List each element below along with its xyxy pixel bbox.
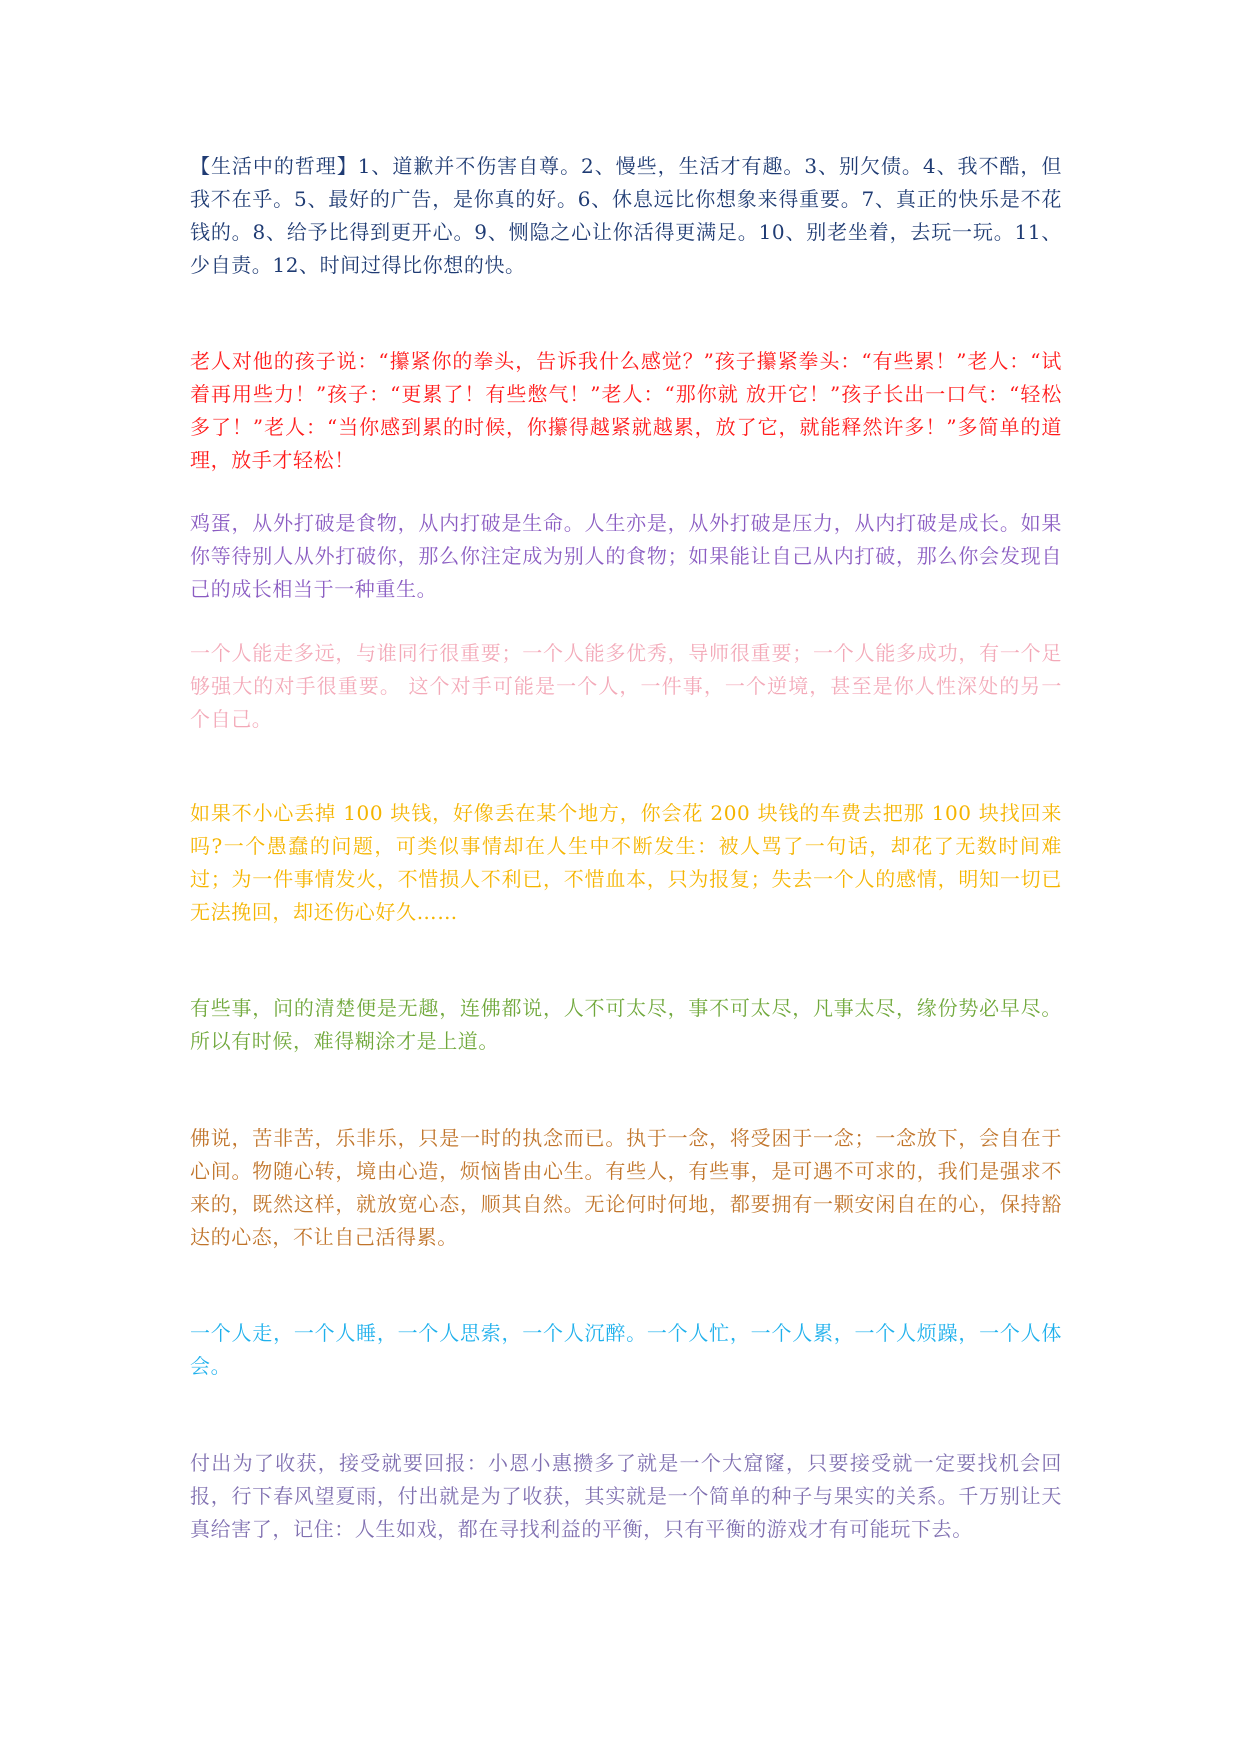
paragraph-life-philosophy: 【生活中的哲理】1、道歉并不伤害自尊。2、慢些，生活才有趣。3、别欠债。4、我不酷，但我不在乎。5、最好的广告，是你真的好。6、休息远比你想象来得重要。7、真正的快乐是不花钱的。8、给予比得到更开心。9、恻隐之心让你活得更满足。10、别老坐着，去玩一玩。11、少自责。12、时间过得比你想的快。 — [190, 154, 1062, 277]
paragraph-not-too-clear: 有些事，问的清楚便是无趣，连佛都说，人不可太尽，事不可太尽，凡事太尽，缘份势必早尽。所以有时候，难得糊涂才是上道。 — [190, 996, 1062, 1053]
paragraph-give-and-receive: 付出为了收获，接受就要回报：小恩小惠攒多了就是一个大窟窿，只要接受就一定要找机会回报，行下春风望夏雨，付出就是为了收获，其实就是一个简单的种子与果实的关系。千万别让天真给害了，记住：人生如戏，都在寻找利益的平衡，只有平衡的游戏才有可能玩下去。 — [190, 1451, 1062, 1541]
paragraph-buddha-says: 佛说，苦非苦，乐非乐，只是一时的执念而已。执于一念，将受困于一念；一念放下，会自在于心间。物随心转，境由心造，烦恼皆由心生。有些人，有些事，是可遇不可求的，我们是强求不来的，既然这样，就放宽心态，顺其自然。无论何时何地，都要拥有一颗安闲自在的心，保持豁达的心态，不让自己活得累。 — [190, 1126, 1062, 1249]
paragraph-egg-metaphor: 鸡蛋，从外打破是食物，从内打破是生命。人生亦是，从外打破是压力，从内打破是成长。如果你等待别人从外打破你，那么你注定成为别人的食物；如果能让自己从内打破，那么你会发现自己的成长相当于一种重生。 — [190, 511, 1062, 601]
paragraph-alone: 一个人走，一个人睡，一个人思索，一个人沉醉。一个人忙，一个人累，一个人烦躁，一个人体会。 — [190, 1321, 1062, 1378]
paragraph-fist-story: 老人对他的孩子说：“攥紧你的拳头，告诉我什么感觉？”孩子攥紧拳头：“有些累！”老人：“试着再用些力！”孩子：“更累了！有些憋气！”老人：“那你就 放开它！”孩子长出一口气：“轻松多了！”老人：“当你感到累的时候，你攥得越紧就越累，放了它，就能释然许多！”多简单的道理，放手才轻松！ — [190, 349, 1062, 472]
paragraph-lost-money: 如果不小心丢掉 100 块钱，好像丢在某个地方，你会花 200 块钱的车费去把那 100 块找回来吗?一个愚蠢的问题，可类似事情却在人生中不断发生：被人骂了一句话，却花了无数时间难过；为一件事情发火，不惜损人不利已，不惜血本，只为报复；失去一个人的感情，明知一切已无法挽回，却还伤心好久…… — [190, 801, 1062, 924]
paragraph-rival: 一个人能走多远，与谁同行很重要；一个人能多优秀，导师很重要；一个人能多成功，有一个足够强大的对手很重要。 这个对手可能是一个人，一件事，一个逆境，甚至是你人性深处的另一个自己。 — [190, 641, 1062, 731]
